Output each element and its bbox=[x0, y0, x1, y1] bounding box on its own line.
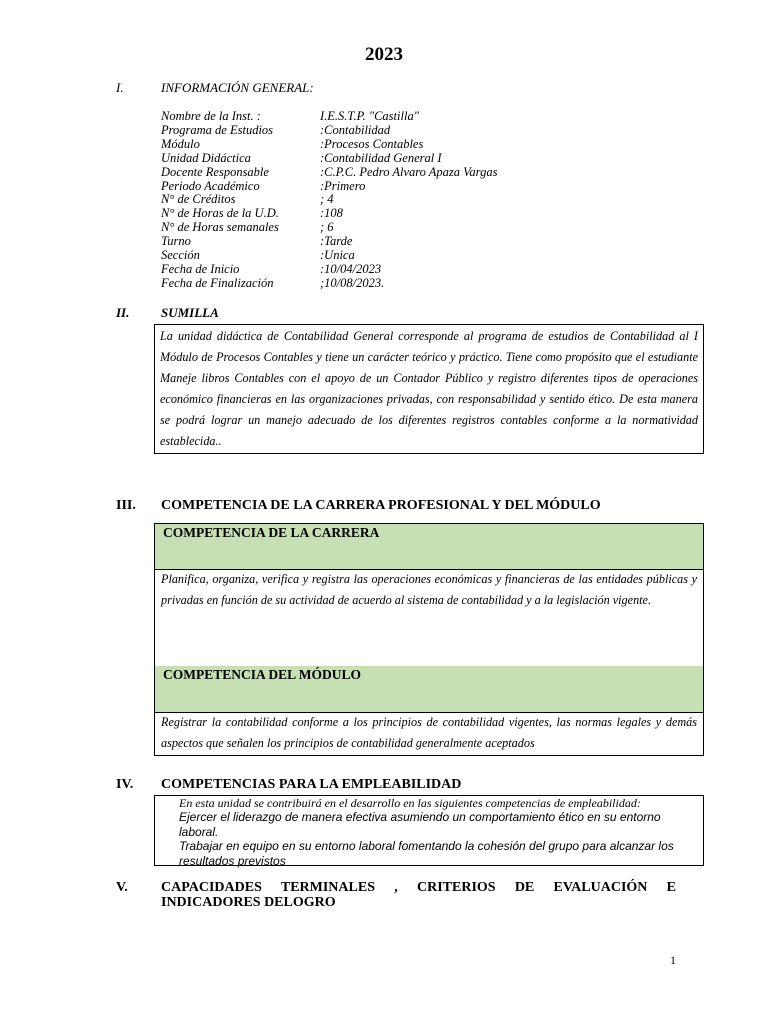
section-3-number: III. bbox=[116, 498, 136, 513]
competency-table bbox=[154, 523, 704, 756]
info-value: ;10/08/2023. bbox=[320, 275, 385, 290]
section-4-number: IV. bbox=[116, 777, 134, 792]
info-value: :10/04/2023 bbox=[320, 261, 382, 276]
info-label: Unidad Didáctica bbox=[161, 150, 251, 165]
info-label: Módulo bbox=[161, 136, 200, 151]
info-value: :Unica bbox=[320, 248, 355, 262]
section-5-number: V. bbox=[116, 880, 128, 895]
info-value: :Tarde bbox=[320, 234, 353, 249]
section-4-title: COMPETENCIAS PARA LA EMPLEABILIDAD bbox=[161, 777, 462, 792]
career-competency-header: COMPETENCIA DE LA CARRERA bbox=[163, 525, 380, 540]
info-value: ; 4 bbox=[320, 192, 334, 207]
employability-box bbox=[154, 795, 704, 866]
sumilla-text: La unidad didáctica de Contabilidad General corresponde al programa de estudios de Contabilidad al I Módulo de Procesos Contables y tiene un carácter teórico y práctico. Tiene como propósito que el estudiante Maneje libros Contables con el apoyo de un Contador Público y registro diferentes tipos de operaciones económico financieras en las organizaciones privadas, con responsabilidad y sentido ético. De esta manera se podrá lograr un manejo adecuado de los diferentes registros contables conforme a la normatividad establecida.. bbox=[160, 329, 698, 448]
page-number: 1 bbox=[670, 953, 676, 967]
section-5-title: CAPACIDADES TERMINALES , CRITERIOS DE EVALUACIÓN E INDICADORES DELOGRO bbox=[161, 880, 676, 910]
module-competency-header: COMPETENCIA DEL MÓDULO bbox=[163, 667, 362, 682]
section-2-number: II. bbox=[116, 305, 130, 320]
career-competency-header-cell bbox=[155, 524, 703, 570]
section-2-title: SUMILLA bbox=[161, 305, 219, 320]
section-3-title: COMPETENCIA DE LA CARRERA PROFESIONAL Y DEL MÓDULO bbox=[161, 498, 601, 513]
employability-intro: En esta unidad se contribuirá en el desarrollo en las siguientes competencias de empleabilidad: bbox=[179, 796, 641, 810]
info-label: Nombre de la Inst. : bbox=[161, 109, 261, 123]
info-value: :Procesos Contables bbox=[320, 136, 424, 151]
info-label: N° de Créditos bbox=[161, 192, 236, 207]
career-competency-cell bbox=[155, 569, 703, 666]
module-competency-text: Registrar la contabilidad conforme a los principios de contabilidad vigentes, las normas legales y demás aspectos que señalen los principios de contabilidad generalmente aceptados bbox=[161, 715, 697, 750]
info-value: :Contabilidad General I bbox=[320, 150, 442, 165]
info-label: N° de Horas de la U.D. bbox=[161, 206, 279, 221]
info-value: I.E.S.T.P. "Castilla" bbox=[320, 109, 419, 123]
section-1-number: I. bbox=[116, 80, 124, 95]
info-label: Periodo Académico bbox=[161, 178, 260, 193]
info-label: Sección bbox=[161, 248, 200, 262]
info-value: ; 6 bbox=[320, 220, 334, 235]
employability-item-1: Ejercer el liderazgo de manera efectiva asumiendo un comportamiento ético en su entorno laboral. bbox=[179, 810, 661, 839]
info-label: Fecha de Finalización bbox=[161, 275, 274, 290]
info-value: :108 bbox=[320, 206, 343, 221]
info-label: Programa de Estudios bbox=[161, 122, 274, 137]
info-label: Docente Responsable bbox=[161, 164, 269, 179]
employability-item-2: Trabajar en equipo en su entorno laboral fomentando la cohesión del grupo para alcanzar los resultados previstos bbox=[179, 839, 674, 868]
career-competency-text: Planifica, organiza, verifica y registra las operaciones económicas y financieras de las entidades públicas y privadas en función de su actividad de acuerdo al sistema de contabilidad y a la legislación vigente. bbox=[161, 572, 697, 607]
module-competency-cell bbox=[155, 712, 703, 756]
info-label: N° de Horas semanales bbox=[161, 220, 279, 235]
sumilla-box bbox=[154, 324, 704, 454]
info-value: :Primero bbox=[320, 178, 366, 193]
module-competency-header-cell bbox=[155, 666, 703, 713]
info-label: Fecha de Inicio bbox=[161, 261, 240, 276]
section-1-title: INFORMACIÓN GENERAL: bbox=[161, 80, 314, 95]
info-value: :C.P.C. Pedro Alvaro Apaza Vargas bbox=[320, 164, 498, 179]
document-year: 2023 bbox=[365, 44, 403, 65]
info-value: :Contabilidad bbox=[320, 122, 391, 137]
info-label: Turno bbox=[161, 234, 191, 249]
